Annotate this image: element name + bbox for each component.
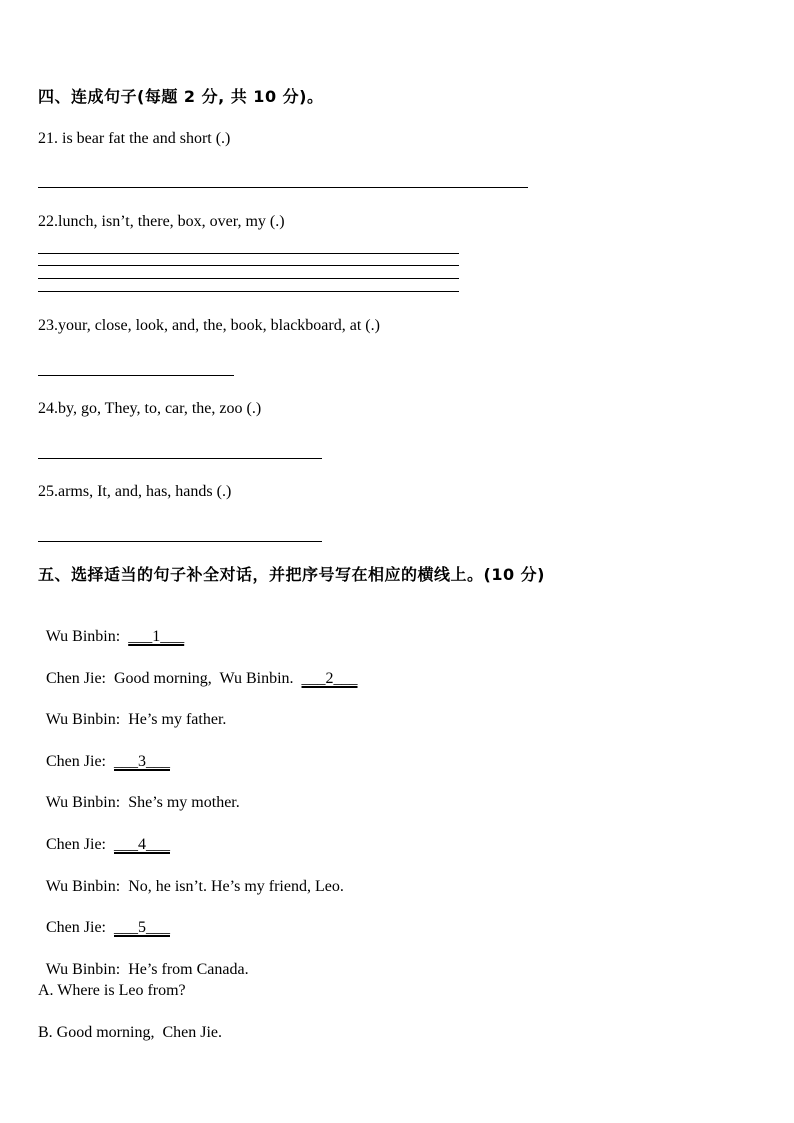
dialogue-text: He’s from Canada.: [128, 961, 249, 978]
answer-line-25[interactable]: [38, 541, 322, 542]
speaker: Chen Jie:: [46, 753, 106, 770]
answer-blank-3[interactable]: ___3___: [114, 753, 170, 770]
dialogue-line: [38, 690, 226, 730]
option-a: A. Where is Leo from?: [38, 982, 186, 999]
dialogue-line: [38, 940, 249, 980]
answer-blank-5[interactable]: ___5___: [114, 919, 170, 936]
dialogue-line: [38, 898, 170, 938]
option-b: B. Good morning, Chen Jie.: [38, 1024, 222, 1041]
answer-line-24[interactable]: [38, 458, 322, 459]
question-24: 24.by, go, They, to, car, the, zoo (.): [38, 400, 262, 417]
answer-line-22-c[interactable]: [38, 278, 459, 279]
answer-line-23[interactable]: [38, 375, 234, 376]
speaker: Wu Binbin:: [45, 711, 121, 728]
dialogue-line: [38, 607, 184, 647]
dialogue-line: [38, 732, 170, 772]
dialogue-text: She’s my mother.: [128, 794, 240, 811]
dialogue-line: [38, 815, 170, 855]
speaker: Wu Binbin:: [45, 628, 121, 645]
dialogue-text: No, he isn’t. He’s my friend, Leo.: [128, 878, 344, 895]
question-25: 25.arms, It, and, has, hands (.): [38, 483, 232, 500]
speaker: Chen Jie:: [46, 836, 106, 853]
question-21: 21. is bear fat the and short (.): [38, 130, 231, 147]
answer-blank-4[interactable]: ___4___: [114, 836, 170, 853]
speaker: Chen Jie:: [46, 919, 106, 936]
question-23: 23.your, close, look, and, the, book, blackboard, at (.): [38, 317, 380, 334]
answer-line-21[interactable]: [38, 187, 528, 188]
section-4-heading: 四、连成句子(每题 2 分, 共 10 分)。: [38, 87, 324, 106]
speaker: Wu Binbin:: [45, 961, 121, 978]
dialogue-line: [38, 773, 240, 813]
speaker: Chen Jie:: [46, 670, 106, 687]
dialogue-line: [38, 649, 358, 689]
answer-blank-2[interactable]: ___2___: [301, 670, 358, 687]
section-5-heading: 五、选择适当的句子补全对话，并把序号写在相应的横线上。(10 分): [38, 565, 545, 584]
answer-line-22-d[interactable]: [38, 291, 459, 292]
answer-line-22-b[interactable]: [38, 265, 459, 266]
speaker: Wu Binbin:: [45, 794, 121, 811]
speaker: Wu Binbin:: [45, 878, 121, 895]
dialogue-text: Good morning, Wu Binbin.: [114, 670, 294, 687]
question-22: 22.lunch, isn’t, there, box, over, my (.): [38, 213, 285, 230]
answer-blank-1[interactable]: ___1___: [128, 628, 185, 645]
dialogue-text: He’s my father.: [128, 711, 227, 728]
answer-line-22-a[interactable]: [38, 253, 459, 254]
dialogue-line: [38, 857, 344, 897]
